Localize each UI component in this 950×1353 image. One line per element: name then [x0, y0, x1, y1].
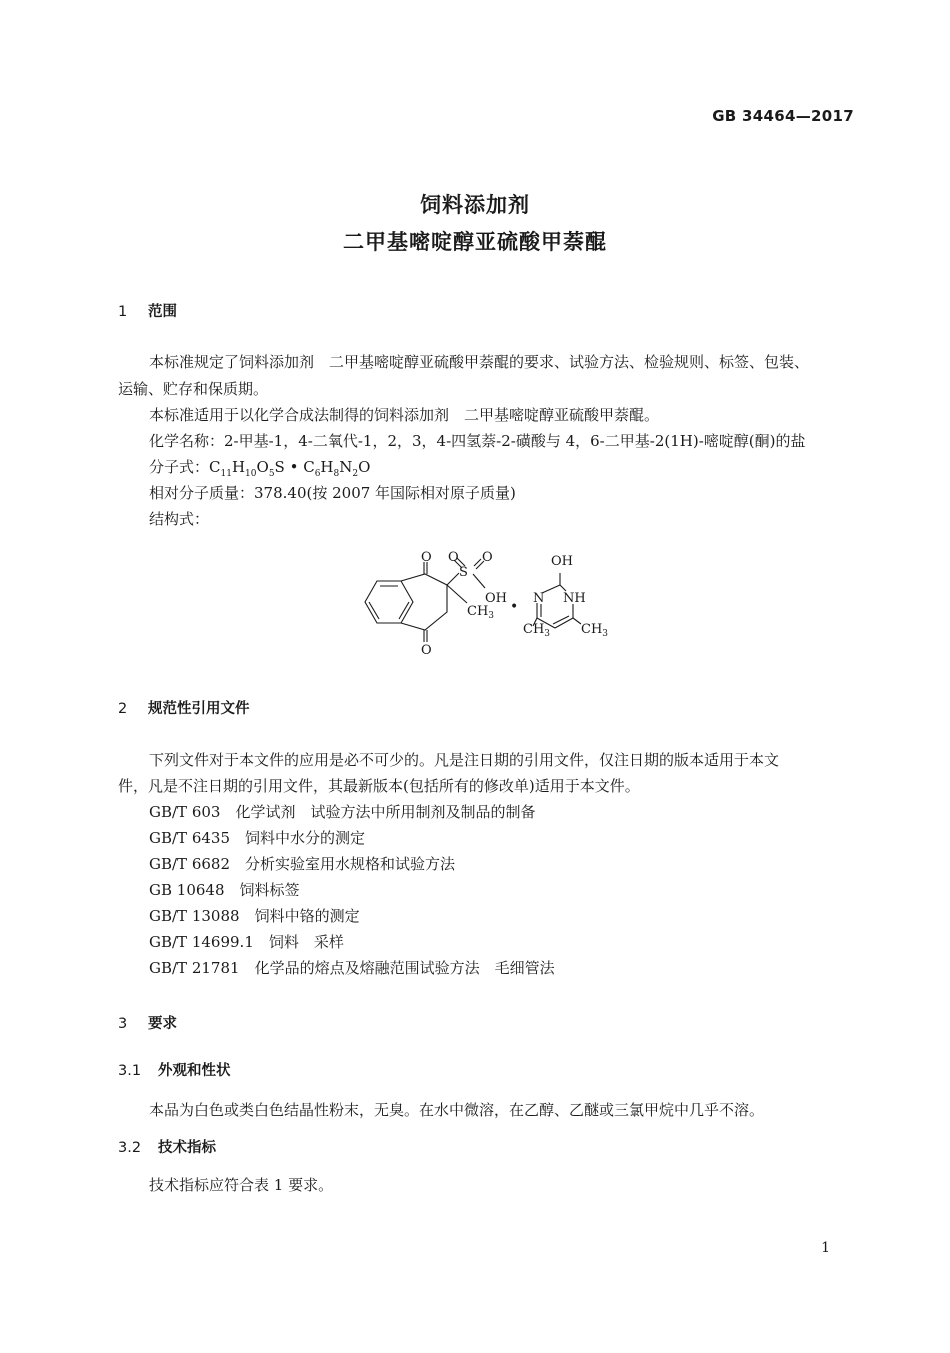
section2-number: 2 — [118, 701, 128, 717]
section1-title: 范围 — [148, 304, 177, 320]
reference-code: GB/T 13088 — [149, 907, 240, 925]
scope-para1-line2: 运输、贮存和保质期。 — [118, 380, 269, 398]
reference-code: GB/T 6682 — [149, 855, 231, 873]
reference-item — [149, 851, 455, 877]
pyrimidine-methyl-right: $CH_3$ — [581, 622, 609, 639]
section2-heading — [118, 697, 250, 718]
normative-intro-line2: 件，凡是不注日期的引用文件，其最新版本(包括所有的修改单)适用于本文件。 — [118, 777, 640, 795]
reference-title: 化学试剂 试验方法中所用制剂及制品的制备 — [235, 803, 536, 821]
section3-2-heading — [118, 1136, 216, 1157]
document-title-line2: 二甲基嘧啶醇亚硫酸甲萘醌 — [343, 230, 607, 254]
document-title-line1: 饲料添加剂 — [420, 193, 530, 217]
reference-title: 化学品的熔点及熔融范围试验方法 毛细管法 — [254, 959, 555, 977]
sulfonyl-o2: O — [482, 550, 493, 565]
carbonyl-o-top: O — [421, 550, 432, 565]
standard-number: GB 34464—2017 — [712, 107, 854, 125]
reference-code: GB/T 603 — [149, 803, 221, 821]
molecular-weight: 相对分子质量：378.40(按 2007 年国际相对原子质量) — [149, 484, 516, 502]
sulfonic-oh: OH — [485, 591, 507, 606]
reference-title: 饲料标签 — [239, 881, 300, 899]
section3-title: 要求 — [148, 1016, 177, 1032]
chemical-name: 化学名称：2-甲基-1，4-二氧代-1，2，3，4-四氢萘-2-磺酸与 4，6-二甲基-2(1H)-嘧啶醇(酮)的盐 — [149, 432, 806, 450]
section3-1-number: 3.1 — [118, 1063, 142, 1079]
normative-intro-line1: 下列文件对于本文件的应用是必不可少的。凡是注日期的引用文件，仅注日期的版本适用于本文 — [149, 751, 780, 769]
section3-2-title: 技术指标 — [158, 1140, 216, 1156]
sulfonyl-o1: O — [448, 550, 459, 565]
appearance-text: 本品为白色或类白色结晶性粉末，无臭。在水中微溶，在乙醇、乙醚或三氯甲烷中几乎不溶。 — [149, 1101, 765, 1119]
section3-1-title: 外观和性状 — [158, 1063, 231, 1079]
scope-para1-line1: 本标准规定了饲料添加剂 二甲基嘧啶醇亚硫酸甲萘醌的要求、试验方法、检验规则、标签、包装、 — [149, 353, 810, 371]
section1-number: 1 — [118, 304, 128, 320]
reference-title: 饲料中铬的测定 — [254, 907, 360, 925]
reference-title: 分析实验室用水规格和试验方法 — [245, 855, 456, 873]
structure-label: 结构式： — [149, 510, 210, 528]
reference-item — [149, 877, 300, 903]
structural-formula — [355, 548, 615, 660]
formula-value: $C_{11}H_{10}O_5S$ • $C_6H_8N_2O$ — [209, 458, 371, 479]
ring-methyl: $CH_3$ — [467, 604, 495, 621]
reference-code: GB/T 21781 — [149, 959, 240, 977]
section3-number: 3 — [118, 1016, 128, 1032]
carbonyl-o-bottom: O — [421, 643, 432, 658]
section2-title: 规范性引用文件 — [148, 701, 250, 717]
reference-code: GB/T 6435 — [149, 829, 231, 847]
salt-dot: • — [510, 599, 519, 615]
reference-title: 饲料中水分的测定 — [245, 829, 366, 847]
reference-item — [149, 799, 536, 825]
pyrimidine-methyl-left: $CH_3$ — [523, 622, 551, 639]
technical-indicators-text: 技术指标应符合表 1 要求。 — [149, 1176, 334, 1194]
reference-code: GB/T 14699.1 — [149, 933, 254, 951]
section3-1-heading — [118, 1059, 231, 1080]
formula-label: 分子式： — [149, 458, 210, 476]
pyrimidine-nh: NH — [563, 591, 586, 606]
scope-para2: 本标准适用于以化学合成法制得的饲料添加剂 二甲基嘧啶醇亚硫酸甲萘醌。 — [149, 406, 660, 424]
sulfur-label: S — [459, 565, 468, 580]
section3-heading — [118, 1012, 177, 1033]
page-number: 1 — [821, 1240, 830, 1256]
section1-heading — [118, 300, 177, 321]
reference-item — [149, 903, 360, 929]
reference-item — [149, 955, 555, 981]
pyrimidine-oh: OH — [551, 554, 573, 569]
pyrimidine-n: N — [533, 591, 545, 606]
section3-2-number: 3.2 — [118, 1140, 142, 1156]
reference-title: 饲料 采样 — [268, 933, 344, 951]
reference-code: GB 10648 — [149, 881, 225, 899]
reference-item — [149, 825, 365, 851]
reference-item — [149, 929, 344, 955]
